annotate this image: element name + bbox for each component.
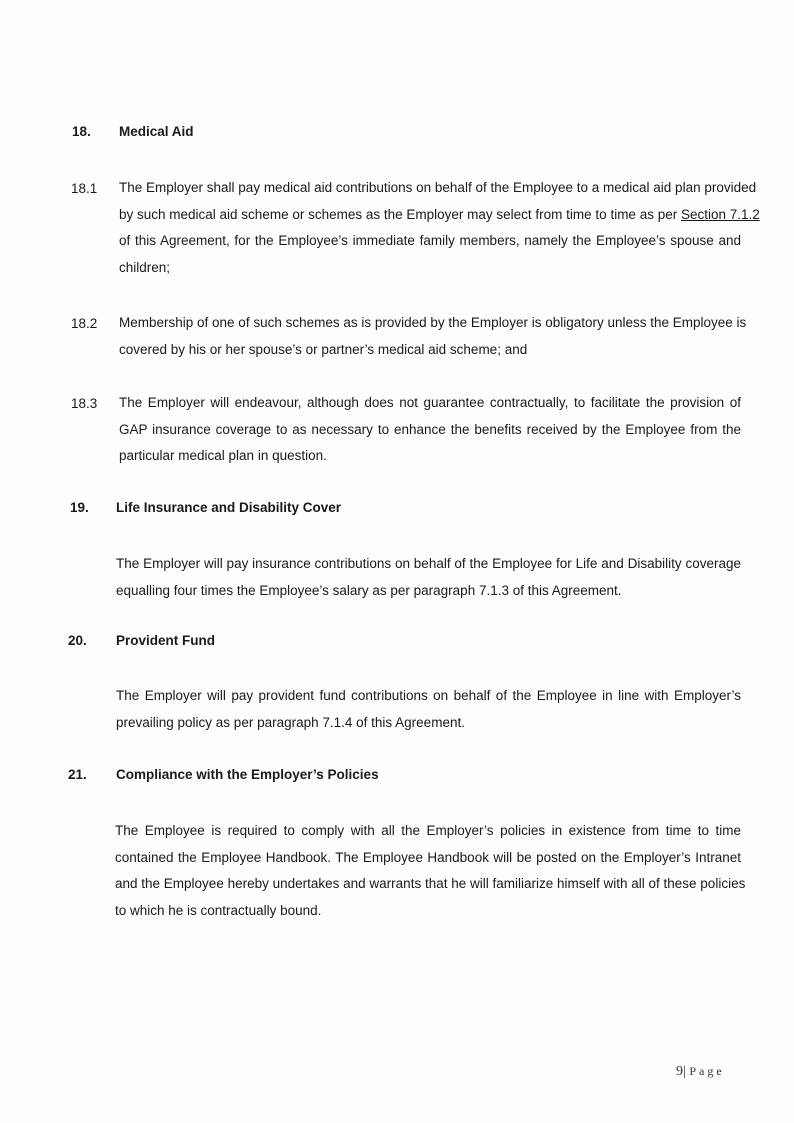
section-19-line-1: The Employer will pay insurance contributions on behalf of the Employee for Life and Disability coverage (116, 556, 741, 571)
section-20-text (116, 683, 741, 736)
section-21-text (115, 818, 746, 924)
clause-18-3-line-3: particular medical plan in question. (119, 448, 327, 463)
clause-18-1-line-3: of this Agreement, for the Employee’s immediate family members, namely the Employee’s spouse and (119, 233, 741, 248)
clause-18-3-line-2: GAP insurance coverage to as necessary to enhance the benefits received by the Employee from the (119, 421, 741, 437)
section-19-title: Life Insurance and Disability Cover (116, 500, 342, 515)
clause-18-2-number: 18.2 (71, 316, 98, 331)
section-21-line-1: The Employee is required to comply with all the Employer’s policies in existence from time to time (115, 823, 741, 838)
section-19-text (116, 551, 741, 604)
clause-18-2-line-1: Membership of one of such schemes as is provided by the Employer is obligatory unless the Employee is (119, 315, 747, 330)
page-label: Page (689, 1064, 725, 1078)
clause-18-3-number: 18.3 (71, 396, 98, 411)
section-20-number: 20. (68, 633, 87, 648)
clause-18-3-text (119, 390, 741, 470)
clause-18-2-text (119, 310, 747, 363)
page-footer (676, 1064, 725, 1080)
section-7-1-2-reference: Section 7.1.2 (680, 206, 760, 222)
clause-18-1-line-2-text: by such medical aid scheme or schemes as the Employer may select from time to time as per (119, 206, 681, 222)
clause-18-1-line-1: The Employer shall pay medical aid contributions on behalf of the Employee to a medical aid plan provided (119, 180, 757, 195)
clause-18-1-number: 18.1 (71, 181, 98, 196)
clause-18-1-line-4: children; (119, 259, 171, 275)
clause-18-3-line-1: The Employer will endeavour, although does not guarantee contractually, to facilitate the provision of (119, 395, 741, 410)
section-21-number: 21. (68, 767, 87, 782)
section-19-line-2: equalling four times the Employee’s salary as per paragraph 7.1.3 of this Agreement. (116, 582, 622, 598)
section-21-line-2: contained the Employee Handbook. The Employee Handbook will be posted on the Employer’s Intranet (115, 849, 741, 865)
section-21-title: Compliance with the Employer’s Policies (116, 767, 379, 782)
section-20-line-1: The Employer will pay provident fund contributions on behalf of the Employee in line with Employer’s (116, 688, 741, 703)
page-number: 9 (676, 1064, 683, 1079)
clause-18-1-text (119, 175, 760, 281)
clause-18-1-line-2 (119, 202, 760, 229)
section-21-line-4: to which he is contractually bound. (115, 902, 322, 918)
section-20-line-2: prevailing policy as per paragraph 7.1.4 of this Agreement. (116, 714, 465, 730)
section-19-number: 19. (70, 500, 89, 515)
section-18-number: 18. (72, 124, 91, 139)
clause-18-2-line-2: covered by his or her spouse’s or partner’s medical aid scheme; and (119, 341, 528, 357)
footer-separator: | (683, 1064, 686, 1079)
section-21-line-3: and the Employee hereby undertakes and warrants that he will familiarize himself with all of these policies (115, 876, 746, 891)
section-20-title: Provident Fund (116, 633, 215, 648)
section-18-title: Medical Aid (119, 124, 194, 139)
